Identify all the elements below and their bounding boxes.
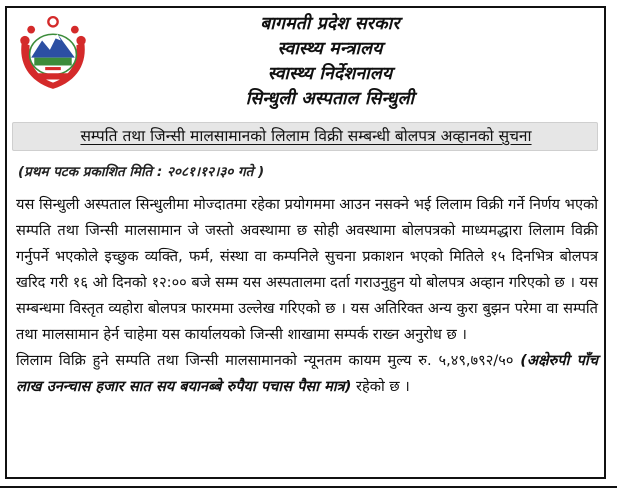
publication-date: (प्रथम पटक प्रकाशित मिति : २०८१।१२।३० गते ) xyxy=(18,164,265,180)
notice-body xyxy=(16,192,598,400)
office-header xyxy=(120,12,540,112)
header-hospital: सिन्धुली अस्पताल सिन्धुली xyxy=(245,89,415,109)
nepal-government-emblem-icon xyxy=(14,14,92,92)
header-province: बागमती प्रदेश सरकार xyxy=(260,14,400,34)
price-in-words: (अक्षेरुपी पाँच लाख उनन्चास हजार सात सय बयानब्बे रुपैया पचास पैसा मात्र) xyxy=(16,352,598,395)
paragraph-2-end: रहेको छ । xyxy=(356,378,410,395)
notice-paragraph-1: यस सिन्धुली अस्पताल सिन्धुलीमा मोज्दातमा रहेका प्रयोगममा आउन नसक्ने भई लिलाम विक्री गर्ने निर्णय भएको सम्पति तथा जिन्सी मालसामान जे जस्तो अवस्थामा छ सोही अवस्थामा बोलपत्रको माध्यमद्धारा लिलाम विक्री गर्नुपर्ने भएकोले इच्छुक व्यक्ति, फर्म, संस्था वा कम्पनिले सुचना प्रकाशन भएको मितिले १५ दिनभित्र बोलपत्र खरिद गरी १६ ओ दिनको १२:०० बजे सम्म यस अस्पतालमा दर्ता गराउनुहुन यो बोलपत्र अव्हान गरिएको छ । यस सम्बन्धमा विस्तृत व्यहोरा बोलपत्र फारममा उल्लेख गरिएको छ । यस अतिरिक्त अन्य कुरा बुझन परेमा वा सम्पति तथा मालसामान हेर्न चाहेमा यस कार्यालयको जिन्सी शाखामा सम्पर्क राख्न अनुरोध छ । xyxy=(16,196,598,343)
notice-title: सम्पति तथा जिन्सी मालसामानको लिलाम विक्री सम्बन्धी बोलपत्र अव्हानको सुचना xyxy=(80,127,532,145)
minimum-price-text: लिलाम विक्रि हुने सम्पति तथा जिन्सी मालसामानको न्यूनतम कायम मुल्य रु. ५,४९,७९२/५० xyxy=(16,352,514,369)
notice-paragraph-2 xyxy=(16,348,598,400)
header-ministry: स्वास्थ्य मन्त्रालय xyxy=(277,39,383,59)
bottom-divider xyxy=(0,486,617,488)
header-directorate: स्वास्थ्य निर्देशनालय xyxy=(267,64,393,84)
